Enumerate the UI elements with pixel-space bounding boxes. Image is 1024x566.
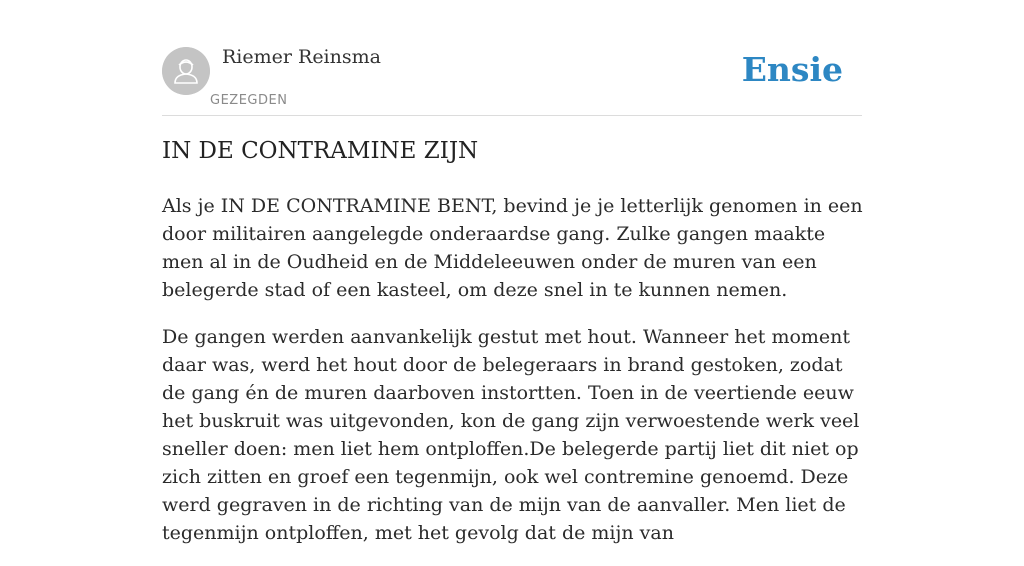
avatar[interactable] — [162, 47, 210, 95]
user-icon — [162, 47, 210, 95]
author-name[interactable]: Riemer Reinsma — [222, 46, 381, 68]
paragraph: Als je IN DE CONTRAMINE BENT, bevind je je letterlijk genomen in een door militairen aangelegde onderaardse gang. Zulke gangen maakte men al in de Oudheid en de Middeleeuwen onder de muren van een belegerde stad of een kasteel, om deze snel in te kunnen nemen. — [162, 195, 863, 301]
header — [162, 40, 862, 116]
paragraph: De gangen werden aanvankelijk gestut met hout. Wanneer het moment daar was, werd het hout door de belegeraars in brand gestoken, zodat de gang én de muren daarboven instortten. Toen in de veertiende eeuw het buskruit was uitgevonden, kon de gang zijn verwoestende werk veel sneller doen: men liet hem ontploffen.De belegerde partij liet dit niet op zich zitten en groef een tegenmijn, ook wel contremine genoemd. Deze werd gegraven in de richting van de mijn van de aanvaller. Men liet de tegenmijn ontploffen, met het gevolg dat de mijn van — [162, 326, 860, 544]
brand-logo[interactable]: Ensie — [741, 50, 843, 89]
article-title: IN DE CONTRAMINE ZIJN — [162, 138, 479, 164]
article-body — [162, 192, 867, 566]
category-label[interactable]: GEZEGDEN — [210, 93, 288, 108]
